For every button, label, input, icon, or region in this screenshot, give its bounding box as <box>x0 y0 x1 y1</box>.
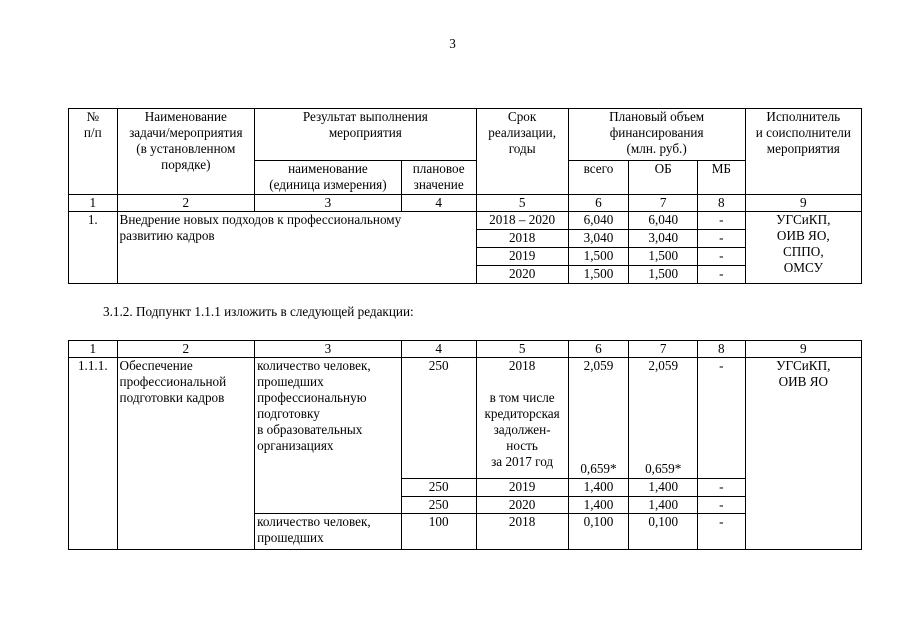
header-term: Срок реализации, годы <box>476 109 568 195</box>
row-ob: 0,100 <box>629 514 698 550</box>
plan-table-subitem <box>68 340 862 550</box>
indicator-name: количество человек, прошедших профессиональную подготовку в образовательных организациях <box>255 358 402 514</box>
col-number: 7 <box>629 195 698 212</box>
column-numbers-row <box>69 341 862 358</box>
row-total: 2,059 0,659* <box>568 358 629 479</box>
col-number: 4 <box>401 341 476 358</box>
row-ob: 1,500 <box>629 266 698 284</box>
row-mb: - <box>698 230 746 248</box>
row-ob: 1,500 <box>629 248 698 266</box>
row-ob: 3,040 <box>629 230 698 248</box>
row-plan: 100 <box>401 514 476 550</box>
col-number: 7 <box>629 341 698 358</box>
row-task-name: Внедрение новых подходов к профессиональному развитию кадров <box>117 212 476 284</box>
row-mb: - <box>698 248 746 266</box>
header-num: № п/п <box>69 109 118 195</box>
col-number: 1 <box>69 195 118 212</box>
header-finance: Плановый объем финансирования (млн. руб.) <box>568 109 745 161</box>
col-number: 9 <box>745 195 861 212</box>
col-number: 6 <box>568 341 629 358</box>
row-total: 0,100 <box>568 514 629 550</box>
row-ob: 2,059 0,659* <box>629 358 698 479</box>
row-total: 1,400 <box>568 479 629 497</box>
row-plan: 250 <box>401 358 476 479</box>
plan-table-header <box>68 108 862 284</box>
row-year: 2019 <box>476 248 568 266</box>
row-total: 3,040 <box>568 230 629 248</box>
row-ob: 1,400 <box>629 479 698 497</box>
header-fin-total: всего <box>568 161 629 195</box>
row-year: 2020 <box>476 497 568 514</box>
debt-note-ob: 0,659* <box>645 461 682 476</box>
col-number: 2 <box>117 195 255 212</box>
col-number: 5 <box>476 341 568 358</box>
col-number: 8 <box>698 341 746 358</box>
row-ob: 1,400 <box>629 497 698 514</box>
col-number: 4 <box>401 195 476 212</box>
table-row <box>69 358 862 479</box>
header-task-name: Наименование задачи/мероприятия (в установленном порядке) <box>117 109 255 195</box>
table-row <box>69 212 862 230</box>
col-number: 3 <box>255 341 402 358</box>
row-mb: - <box>698 212 746 230</box>
row-year: 2018 – 2020 <box>476 212 568 230</box>
row-num: 1.1.1. <box>69 358 118 550</box>
row-mb: - <box>698 497 746 514</box>
header-result-plan: плановое значение <box>401 161 476 195</box>
header-fin-ob: ОБ <box>629 161 698 195</box>
header-result-name: наименование (единица измерения) <box>255 161 402 195</box>
row-total: 1,500 <box>568 248 629 266</box>
col-number: 6 <box>568 195 629 212</box>
header-executor: Исполнитель и соисполнители мероприятия <box>745 109 861 195</box>
row-mb: - <box>698 358 746 479</box>
row-year: 2019 <box>476 479 568 497</box>
col-number: 8 <box>698 195 746 212</box>
row-executor: УГСиКП, ОИВ ЯО, СППО, ОМСУ <box>745 212 861 284</box>
column-numbers-row <box>69 195 862 212</box>
header-fin-mb: МБ <box>698 161 746 195</box>
row-total: 1,400 <box>568 497 629 514</box>
row-ob: 6,040 <box>629 212 698 230</box>
col-number: 5 <box>476 195 568 212</box>
row-mb: - <box>698 479 746 497</box>
header-result: Результат выполнения мероприятия <box>255 109 477 161</box>
row-executor: УГСиКП, ОИВ ЯО <box>745 358 861 550</box>
col-number: 9 <box>745 341 861 358</box>
row-year: 2018 <box>476 514 568 550</box>
row-task-name: Обеспечение профессиональной подготовки кадров <box>117 358 255 550</box>
row-mb: - <box>698 266 746 284</box>
row-year: 2018 в том числе кредиторская задолжен- ность за 2017 год <box>476 358 568 479</box>
amendment-paragraph: 3.1.2. Подпункт 1.1.1 изложить в следующей редакции: <box>103 304 414 319</box>
page-number: 3 <box>449 36 456 51</box>
row-total: 6,040 <box>568 212 629 230</box>
row-mb: - <box>698 514 746 550</box>
col-number: 2 <box>117 341 255 358</box>
indicator-name: количество человек, прошедших <box>255 514 402 550</box>
row-total: 1,500 <box>568 266 629 284</box>
col-number: 3 <box>255 195 402 212</box>
row-plan: 250 <box>401 479 476 497</box>
row-year: 2020 <box>476 266 568 284</box>
row-year: 2018 <box>476 230 568 248</box>
col-number: 1 <box>69 341 118 358</box>
row-plan: 250 <box>401 497 476 514</box>
debt-note-total: 0,659* <box>580 461 617 476</box>
row-num: 1. <box>69 212 118 284</box>
